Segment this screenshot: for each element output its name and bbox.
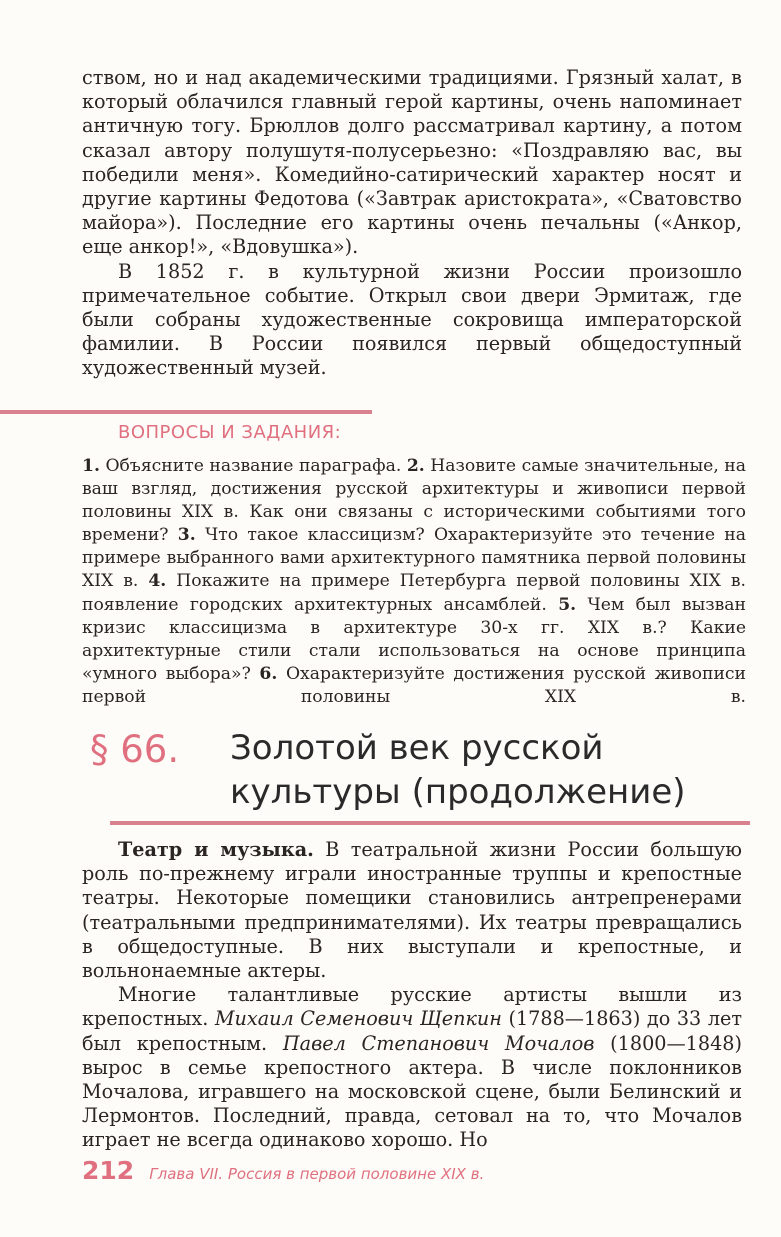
questions-rule: [0, 410, 372, 414]
top-text: [82, 66, 742, 381]
paragraph-theatre: [82, 838, 742, 983]
question-text: Что такое классицизм? Охарактеризуйте это течение на примере выбранного вами архитектурного памятника первой половины XIX в.: [82, 525, 746, 592]
question-text: Чем был вызван кризис классицизма в архитектуре 30-х гг. XIX в.? Какие архитектурные стили стали использоваться на основе принципа «умного выбора»?: [82, 594, 746, 684]
question-text: Назовите самые значительные, на ваш взгляд, достижения русской архитектуры и живописи первой половины XIX в. Как они связаны с историческими событиями того времени?: [82, 456, 746, 546]
actors-text-b: (1788—1863) до 33 лет был крепостным.: [82, 1007, 742, 1055]
actors-text-c: (1800—1848) вырос в семье крепостного актера. В числе поклонников Мочалова, игравшего на московской сцене, были Белинский и Лермонтов. Последний, правда, сетовал на то, что Мочалов играет не всегда одинаково хорошо. Но: [82, 1031, 742, 1152]
section-number: § 66.: [90, 728, 180, 771]
chapter-title: Глава VII. Россия в первой половине XIX в.: [149, 1165, 485, 1183]
question-number: 3.: [177, 525, 196, 546]
section-rule: [110, 821, 750, 825]
question-number: 5.: [558, 594, 577, 615]
actors-text-a: Многие талантливые русские артисты вышли из крепостных.: [82, 983, 742, 1031]
section-title: Золотой век русской культуры (продолжение): [230, 728, 686, 812]
question-number: 4.: [148, 571, 167, 592]
page-number: 212: [82, 1156, 135, 1185]
paragraph-hermitage: В 1852 г. в культурной жизни России произошло примечательное событие. Открыл свои двери Эрмитаж, где были собраны художественные сокровища императорской фамилии. В России появился первый общедоступный художественный музей.: [82, 259, 742, 380]
page-footer: [82, 1156, 484, 1185]
question-text: Охарактеризуйте достижения русской живописи первой половины XIX в.: [82, 663, 747, 707]
name-mochalov: Павел Степанович Мочалов: [282, 1031, 595, 1055]
paragraph-continued: ством, но и над академическими традициями. Грязный халат, в который облачился главный герой картины, очень напоминает античную тогу. Брюллов долго рассматривал картину, а потом сказал автору полушутя-полусерьезно: «Поздравляю вас, вы победили меня». Комедийно-сатирический характер носят и другие картины Федотова («Завтрак аристократа», «Сватовство майора»). Последние его картины очень печальны («Анкор, еще анкор!», «Вдовушка»).: [82, 66, 742, 259]
lead-in: Театр и музыка.: [118, 838, 314, 861]
questions-heading: ВОПРОСЫ И ЗАДАНИЯ:: [118, 422, 342, 443]
paragraph-actors: [82, 983, 742, 1152]
paragraph-theatre-text: В театральной жизни России большую роль по-прежнему играли иностранные труппы и крепостные театры. Некоторые помещики становились антрепренерами (театральными предпринимателями). Их театры превращались в общедоступные. В них выступали и крепостные, и вольнонаемные актеры.: [82, 838, 742, 983]
question-text: Объясните название параграфа.: [105, 456, 402, 476]
main-text: [82, 838, 742, 1153]
questions-list: [82, 455, 746, 709]
question-number: 2.: [406, 456, 425, 476]
name-shchepkin: Михаил Семенович Щепкин: [214, 1007, 502, 1031]
question-number: 6.: [259, 663, 278, 684]
question-text: Покажите на примере Петербурга первой половины XIX в. появление городских архитектурных ансамблей.: [82, 571, 746, 615]
question-number: 1.: [82, 456, 100, 476]
